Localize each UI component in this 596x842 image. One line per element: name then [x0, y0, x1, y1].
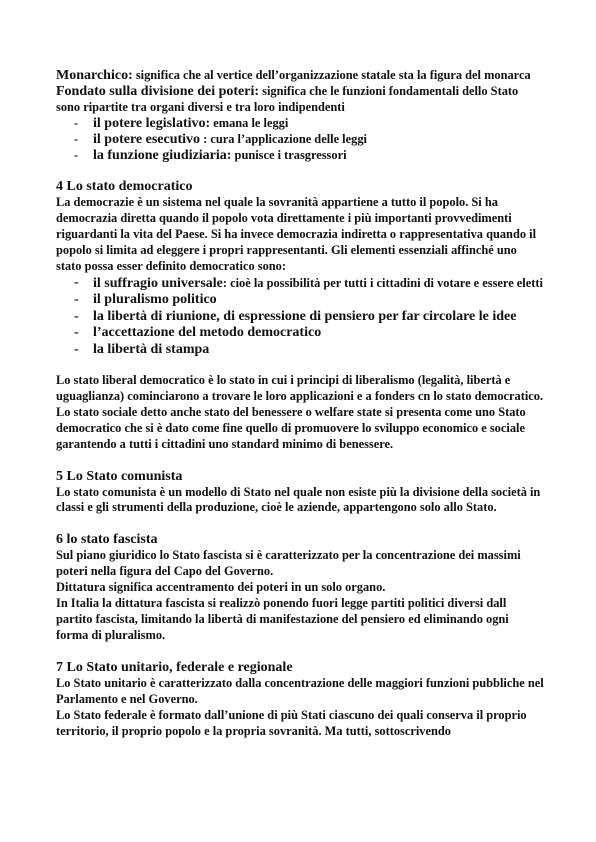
list-item: - il potere legislativo: emana le leggi [74, 115, 289, 131]
dash-bullet: - [74, 308, 79, 324]
liberal-democratico-paragraph: Lo stato liberal democratico è lo stato in cui i principi di liberalismo (legalità, libertà e uguaglianza) cominciarono a trovare le loro applicazioni e a fonders cn lo stato democratico. [56, 373, 544, 403]
list-item: - il potere esecutivo : cura l’applicazione delle leggi [74, 131, 367, 147]
list-item: - la libertà di riunione, di espressione di pensiero per far circolare le idee [74, 308, 517, 324]
dash-bullet: - [74, 292, 79, 308]
dash-bullet: - [74, 131, 79, 146]
section-4-heading: 4 Lo stato democratico [56, 179, 193, 195]
section-5-heading: 5 Lo Stato comunista [56, 468, 183, 484]
section-6-heading: 6 lo stato fascista [56, 532, 158, 548]
list-item: - la funzione giudiziaria: punisce i trasgressori [74, 147, 347, 163]
divisione-poteri-text: significa che le funzioni fondamentali dello Stato sono ripartite tra organi diversi e tra loro indipendenti [56, 83, 519, 114]
list-item: - l’accettazione del metodo democratico [74, 325, 322, 341]
democrazia-elements-list [56, 275, 544, 358]
dash-bullet: - [74, 325, 79, 341]
poteri-list [56, 116, 544, 164]
monarchico-term: Monarchico: [56, 68, 133, 83]
section-7-heading: 7 Lo Stato unitario, federale e regionale [56, 659, 293, 675]
list-item: - il suffragio universale: cioè la possibilità per tutti i cittadini di votare e essere eletti [74, 274, 543, 291]
divisione-poteri-paragraph [56, 84, 544, 116]
list-item: - il pluralismo politico [74, 292, 217, 308]
section-7-paragraph-1: Lo Stato unitario è caratterizzato dalla concentrazione delle maggiori funzioni pubbliche nel Parlamento e nel Governo. [56, 675, 544, 706]
section-7-paragraph-2: Lo Stato federale è formato dall’unione di più Stati ciascuno dei quali conserva il proprio territorio, il proprio popolo e la propria sovranità. Ma tutti, sottoscrivendo [56, 707, 527, 738]
section-6-paragraph-3: In Italia la dittatura fascista si realizzò ponendo fuori legge partiti politici diversi dall partito fascista, limitando la libertà di manifestazione del pensiero ed eliminando ogni forma di pluralismo. [56, 596, 509, 642]
monarchico-paragraph [56, 68, 544, 84]
document-page [56, 68, 544, 739]
dash-bullet: - [74, 341, 79, 357]
section-5-body: Lo stato comunista è un modello di Stato nel quale non esiste più la divisione della società in classi e gli strumenti della produzione, cioè le aziende, appartengono solo allo Stato. [56, 484, 541, 515]
section-6-paragraph-2: Dittatura significa accentramento dei poteri in un solo organo. [56, 580, 386, 595]
section-4-body: La democrazie è un sistema nel quale la sovranità appartiene a tutto il popolo. Si ha democrazia diretta quando il popolo vota direttamente i più importanti provvedimenti riguardanti la vita del Paese. Si ha invece democrazia indiretta o rappresentativa quando il popolo si limita ad eleggere i propri rappresentanti. Gli elementi essenziali affinché uno stato possa esser definito democratico sono: [56, 195, 537, 274]
stato-sociale-paragraph: Lo stato sociale detto anche stato del benessere o welfare state si presenta come uno Stato democratico che si è dato come fine quello di promuovere lo sviluppo economico e sociale garantendo a tutti i cittadini uno standard minimo di benessere. [56, 404, 526, 451]
dash-bullet: - [74, 147, 79, 162]
section-6-paragraph-1: Sul piano giuridico lo Stato fascista si è caratterizzato per la concentrazione dei massimi poteri nella figura del Capo del Governo. [56, 548, 521, 579]
monarchico-text: significa che al vertice dell’organizzazione statale sta la figura del monarca [132, 68, 531, 82]
list-item: - la libertà di stampa [74, 341, 210, 357]
divisione-poteri-term: Fondato sulla divisione dei poteri: [56, 83, 260, 99]
dash-bullet: - [74, 115, 79, 130]
dash-bullet: - [74, 274, 79, 290]
